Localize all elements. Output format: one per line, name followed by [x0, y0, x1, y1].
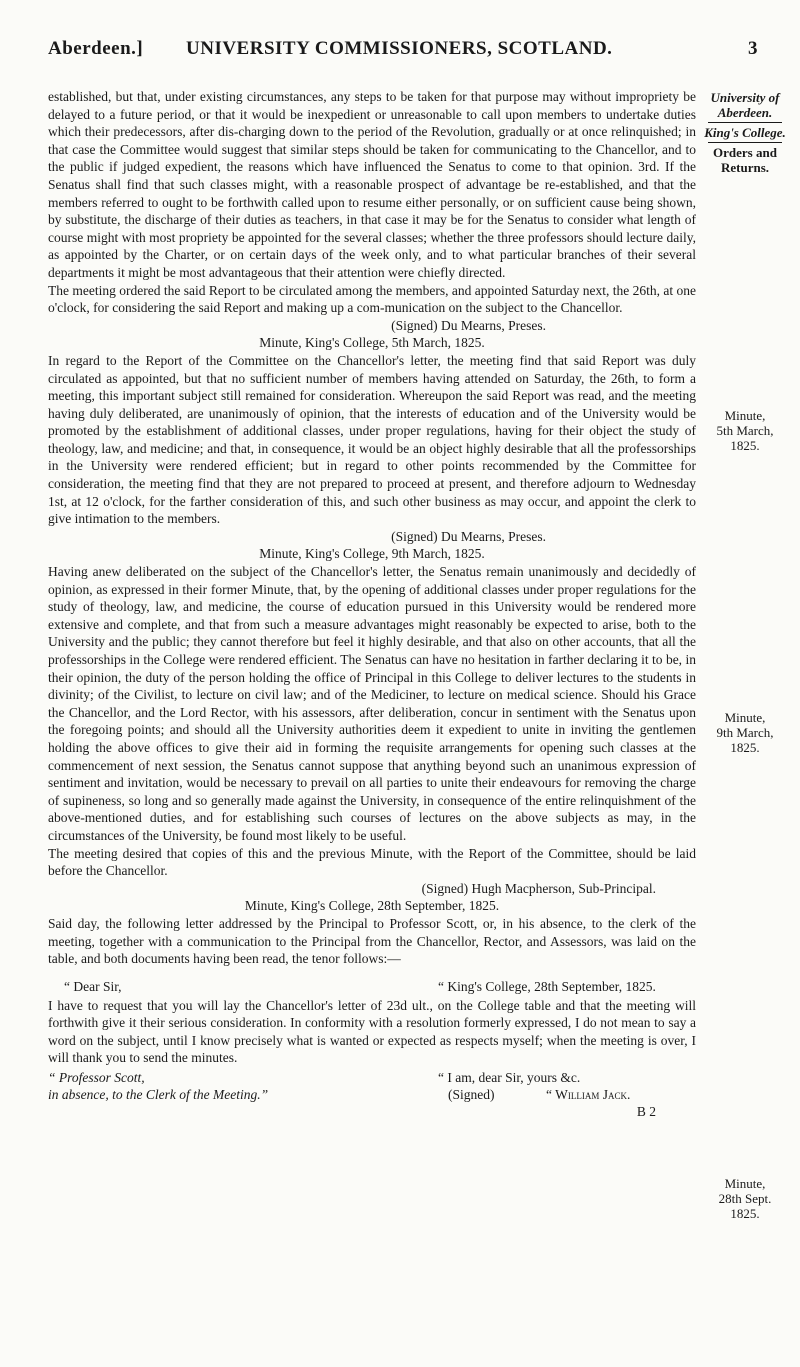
paragraph: In regard to the Report of the Committee on the Chancellor's letter, the meeting find that said Report was duly circulated as appointed, but that no sufficient number of members having attended on Saturday, the 26th, to form a meeting, this important subject still remained for consideration. Whereupon the said Report was read, and the meeting having duly deliberated, are unanimously of opinion, that the interests of education and of the University would be promoted by the establishment of additional classes, under proper regulations, having for their object the study of theology, law, and medicine; and that, in consequence, it would be an object highly desirable that all the professorships in the University were rendered efficient; but in regard to other points recommended by the Committee for consideration, the meeting find that they are not prepared to proceed at present, and therefore adjourn to Wednesday 1st, at 12 o'clock, for the farther consideration of this, and such other business as may occur, and appoint the clerk to give intimation to the members. [48, 352, 696, 527]
margin-note [703, 1176, 787, 1221]
running-head [48, 38, 758, 62]
body-text [48, 88, 696, 1120]
margin-rule [708, 142, 782, 143]
paragraph: Having anew deliberated on the subject of the Chancellor's letter, the Senatus remain unanimously and decidedly of opinion, as expressed in their former Minute, that, by the opening of additional classes under proper regulations for the study of theology, law, and medicine, the course of education pursued in this University would be rendered more extensive and complete, and that from such a measure advantages might reasonably be expected to arise, both to the University and the public; they cannot therefore but feel it highly desirable, and that also on other accounts, that all the professorships in the College were rendered efficient. The Senatus can have no hesitation in farther declaring it to be, in their opinion, the duty of the person holding the office of Principal in this College to deliver lectures to the students in divinity; of the Civilist, to lecture on civil law; and of the Mediciner, to lecture on medical science. Should his Grace the Chancellor, and the Lord Rector, with his assessors, after deliberation, concur in sentiment with the Senatus upon the foregoing points; and should all the University authorities deem it expedient to unite in inviting the gentlemen holding the above offices to give their aid in forming the requisite arrangements for opening such classes at the commencement of next session, the Senatus cannot suppose that anything beyond such an unanimous expression of sentiment and invitation, would be necessary to prevail on all parties to unite their endeavours for removing the charge of supineness, so long and so generally made against the University, in consequence of the entire relinquishment of the above-mentioned duties, and for establishing such courses of lectures on the above subjects as may, in the circumstances of the University, be found most likely to be useful. [48, 564, 696, 843]
signature-line: (Signed) Hugh Macpherson, Sub-Principal. [421, 880, 656, 896]
minute-heading: Minute, King's College, 28th September, 1825. [244, 898, 500, 914]
letter-heading [48, 978, 696, 997]
letter-dateline: “ King's College, 28th September, 1825. [438, 978, 656, 994]
paragraph: established, but that, under existing circumstances, any steps to be taken for that purpose may without impropriety be delayed to a future period, or that it would be inexpedient or unreasonable to call upon members to undertake duties which their predecessors, after dis-charging down to the period of the Revolution, gradually or at once relinquished; in that case the Committee would suggest that similar steps should be taken for communicating to the Chancellor, and to the public if judged expedient, the reasons which have influenced the Senatus to come to that opinion. 3rd. If the Senatus shall find that such classes might, with a reasonable prospect of advantage be re-established, and that the members referred to ought to be forthwith called upon to resume either personally, or on sufficient cause being shown, by substitute, the discharge of their duties as teachers, in that case it may be for the Senatus to consider what length of course might with most propriety be appointed for the several classes; whether the three professors should lecture daily, as appointed by the Charter, or on certain days of the week only, and to what particular branches of their several departments it might be most advantageous that their attention were chiefly directed. [48, 89, 696, 280]
letter-addressee-alt: in absence, to the Clerk of the Meeting.” [48, 1087, 269, 1103]
letter-salutation: “ Dear Sir, [64, 978, 122, 994]
margin-note-label: Minute, [724, 408, 766, 423]
letter-addressee: “ Professor Scott, [48, 1070, 145, 1086]
margin-orders: Orders and [713, 145, 777, 160]
paragraph: The meeting ordered the said Report to be circulated among the members, and appointed Saturday next, the 26th, at one o'clock, for considering the said Report and making up a com-munication on the subject to the Chancellor. [48, 282, 696, 316]
margin-rule [708, 122, 782, 123]
margin-note [703, 710, 787, 755]
running-head-title: UNIVERSITY COMMISSIONERS, SCOTLAND. [186, 38, 613, 59]
letter-signed: (Signed) [448, 1087, 495, 1103]
letter-body: I have to request that you will lay the Chancellor's letter of 23d ult., on the College table and that the meeting will forthwith give it their serious consideration. In conformity with a resolution formerly expressed, I do not mean to say a word on the subject, until I know precisely what is wanted or expected as respects myself; when the meeting is over, I will thank you to send the minutes. [48, 997, 696, 1066]
sheet-signature-mark: B 2 [636, 1104, 656, 1120]
running-head-county: Aberdeen.] [48, 38, 144, 59]
margin-note-date: 9th March, 1825. [716, 725, 774, 755]
margin-note-date: 5th March, 1825. [716, 423, 774, 453]
letter-valediction: “ I am, dear Sir, yours &c. [438, 1070, 581, 1086]
signature-line: (Signed) Du Mearns, Preses. [391, 317, 546, 333]
margin-heading [703, 90, 787, 175]
margin-note [703, 408, 787, 453]
minute-heading: Minute, King's College, 9th March, 1825. [259, 546, 485, 562]
letter-close [48, 1069, 696, 1120]
letter-signature: “ William Jack. [546, 1087, 631, 1103]
margin-university: University of [710, 90, 780, 105]
page-number: 3 [748, 38, 758, 59]
margin-returns: Returns. [720, 160, 770, 175]
minute-heading: Minute, King's College, 5th March, 1825. [259, 335, 485, 351]
margin-college: King's College. [704, 125, 786, 140]
margin-aberdeen: Aberdeen. [717, 105, 773, 120]
margin-note-date: 28th Sept. 1825. [718, 1191, 772, 1221]
paragraph: The meeting desired that copies of this and the previous Minute, with the Report of the Committee, should be laid before the Chancellor. [48, 845, 696, 879]
paragraph: Said day, the following letter addressed by the Principal to Professor Scott, or, in his absence, to the clerk of the meeting, together with a communication to the Principal from the Chancellor, Rector, and Assessors, was laid on the table, and both documents having been read, the tenor follows:— [48, 915, 696, 967]
margin-note-label: Minute, [724, 710, 766, 725]
margin-note-label: Minute, [724, 1176, 766, 1191]
signature-line: (Signed) Du Mearns, Preses. [391, 528, 546, 544]
